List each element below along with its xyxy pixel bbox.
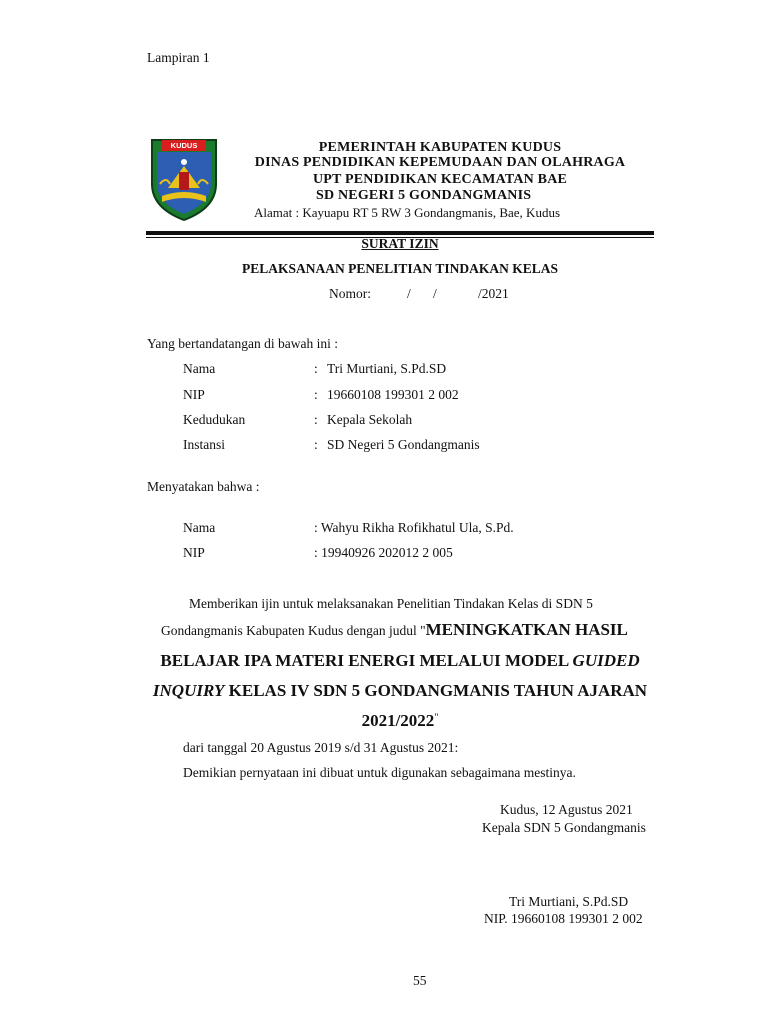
field-separator: : <box>314 437 318 452</box>
research-title-part-1: MENINGKATKAN HASIL <box>425 620 628 639</box>
letterhead-address: Alamat : Kayuapu RT 5 RW 3 Gondangmanis, Bae, Kudus <box>254 205 561 220</box>
research-title-line-3 <box>146 681 654 701</box>
field-label: Nama <box>183 520 216 535</box>
field-label: NIP <box>183 387 205 402</box>
research-title-line-3-b: KELAS IV SDN 5 GONDANGMANIS TAHUN AJARAN <box>224 681 648 700</box>
field-label: Nama <box>183 361 216 376</box>
signature-place-date: Kudus, 12 Agustus 2021 <box>500 802 633 817</box>
research-title-line-2-a: BELAJAR IPA MATERI ENERGI MELALUI MODEL <box>160 651 573 670</box>
signer-intro: Yang bertandatangan di bawah ini : <box>147 336 338 351</box>
declare-intro: Menyatakan bahwa : <box>147 479 260 494</box>
research-title-line-2 <box>146 651 654 671</box>
research-title-line-4 <box>146 711 654 731</box>
closing-statement: Demikian pernyataan ini dibuat untuk digunakan sebagaimana mestinya. <box>183 765 576 780</box>
letterhead-line3: UPT PENDIDIKAN KECAMATAN BAE <box>312 172 568 187</box>
research-title-year: 2021/2022 <box>361 711 435 730</box>
field-label: Kedudukan <box>183 412 246 427</box>
kudus-emblem <box>148 136 220 222</box>
emblem-label: KUDUS <box>170 141 198 150</box>
letterhead-divider <box>146 231 654 235</box>
signature-name: Tri Murtiani, S.Pd.SD <box>509 894 629 909</box>
research-title-line-3-a: INQUIRY <box>152 681 225 700</box>
field-value: 19660108 199301 2 002 <box>327 387 459 402</box>
field-separator: : <box>314 387 318 402</box>
letterhead-line4: SD NEGERI 5 GONDANGMANIS <box>316 188 532 203</box>
letterhead-line2: DINAS PENDIDIKAN KEPEMUDAAN DAN OLAHRAGA <box>254 155 626 170</box>
field-value: SD Negeri 5 Gondangmanis <box>327 437 480 452</box>
body-line-2-prefix: Gondangmanis Kabupaten Kudus dengan judul " <box>161 623 426 638</box>
field-value: Tri Murtiani, S.Pd.SD <box>327 361 447 376</box>
letter-number-slash-2: / <box>433 286 437 301</box>
field-value: : Wahyu Rikha Rofikhatul Ula, S.Pd. <box>314 520 514 535</box>
letterhead-line1: PEMERINTAH KABUPATEN KUDUS <box>318 140 562 155</box>
body-line-1: Memberikan ijin untuk melaksanakan Penelitian Tindakan Kelas di SDN 5 <box>189 596 593 611</box>
field-label: Instansi <box>183 437 225 452</box>
research-title-line-2-b: GUIDED <box>572 651 640 670</box>
letter-number-slash-1: / <box>407 286 411 301</box>
signature-nip: NIP. 19660108 199301 2 002 <box>484 911 643 926</box>
body-line-2 <box>161 620 628 640</box>
letter-number-label: Nomor: <box>329 286 371 301</box>
letter-number-year: /2021 <box>478 286 509 301</box>
field-value: : 19940926 202012 2 005 <box>314 545 453 560</box>
field-separator: : <box>314 361 318 376</box>
page-number: 55 <box>413 973 427 988</box>
date-range: dari tanggal 20 Agustus 2019 s/d 31 Agustus 2021: <box>183 740 459 755</box>
signature-position: Kepala SDN 5 Gondangmanis <box>482 820 646 835</box>
research-title-close-quote: " <box>434 712 439 724</box>
letter-title: SURAT IZIN <box>361 236 439 251</box>
field-label: NIP <box>183 545 205 560</box>
letter-subtitle: PELAKSANAAN PENELITIAN TINDAKAN KELAS <box>242 261 558 276</box>
field-separator: : <box>314 412 318 427</box>
attachment-label: Lampiran 1 <box>147 50 210 65</box>
field-value: Kepala Sekolah <box>327 412 413 427</box>
